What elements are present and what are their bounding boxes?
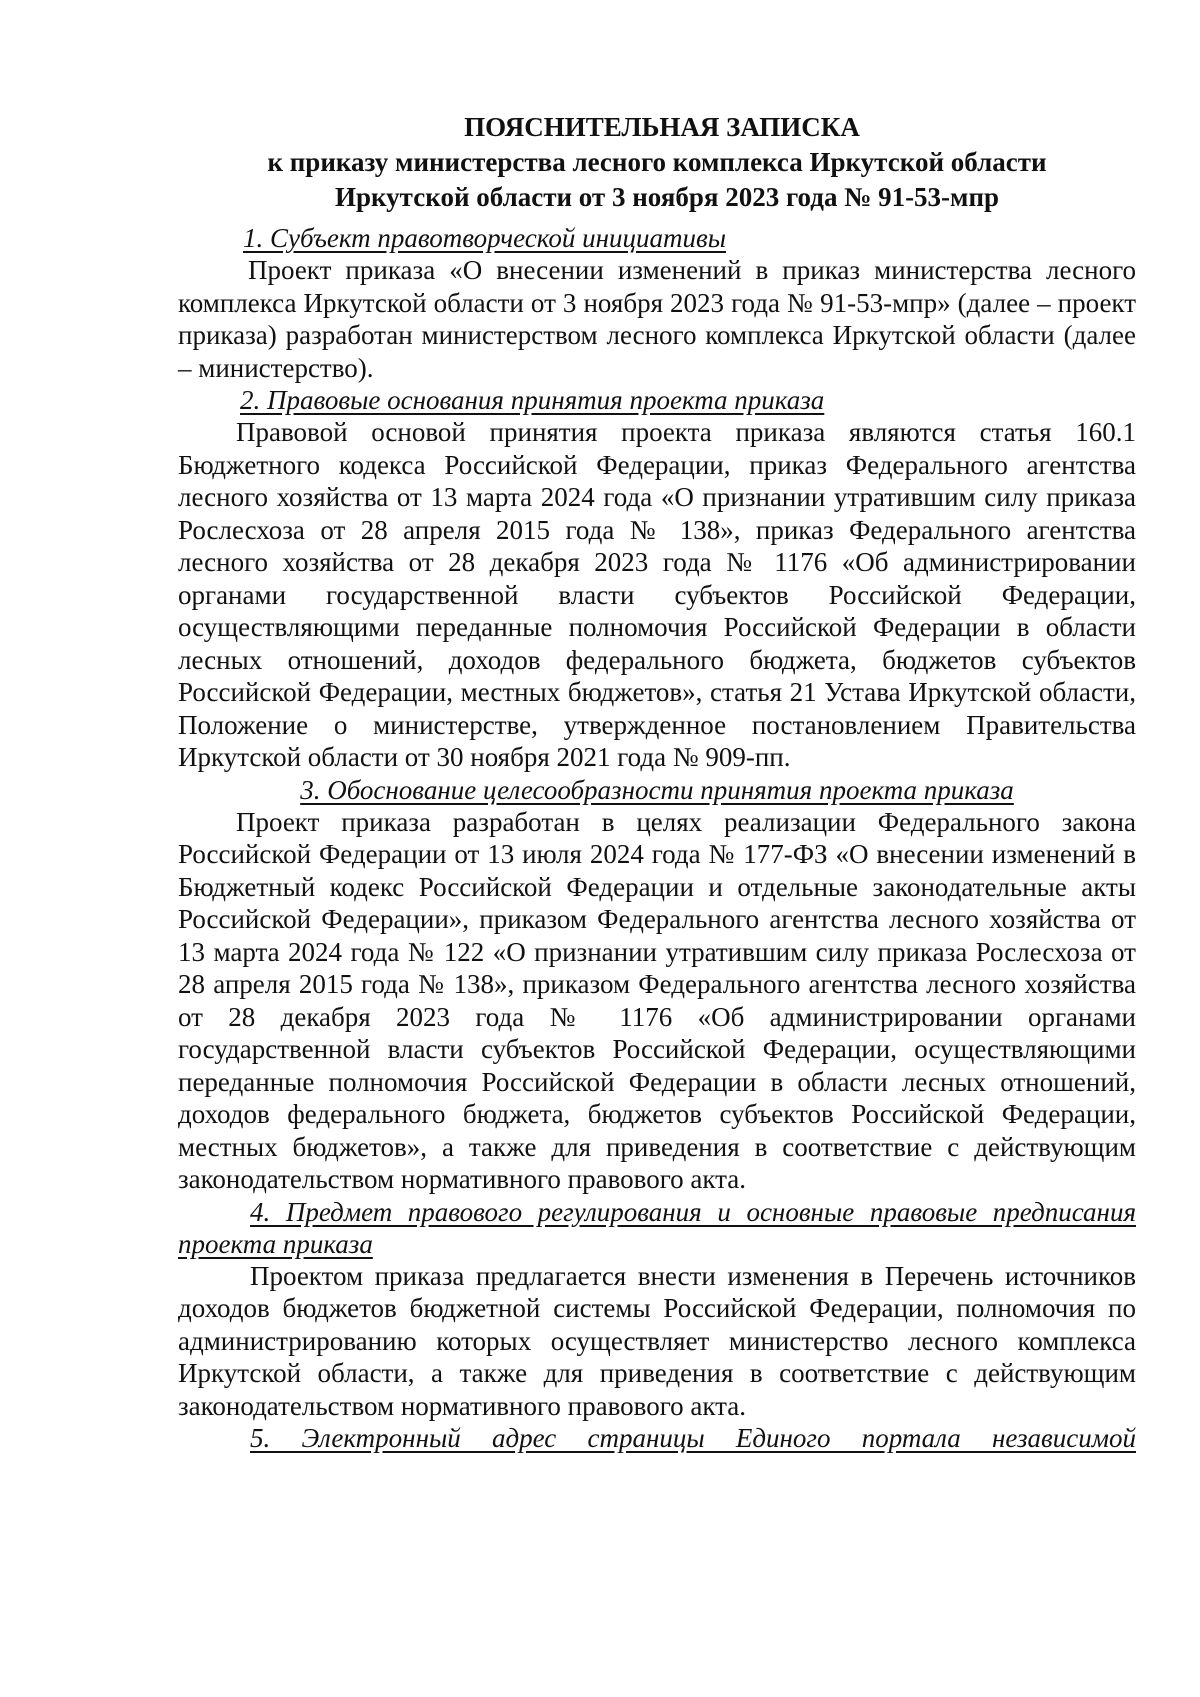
- section-1-heading: 1. Субъект правотворческой инициативы: [243, 223, 727, 253]
- document-title: ПОЯСНИТЕЛЬНАЯ ЗАПИСКА: [464, 112, 860, 142]
- section-2-heading: 2. Правовые основания принятия проекта приказа: [240, 385, 825, 415]
- document-body: [178, 110, 1136, 1454]
- document-order-reference: Иркутской области от 3 ноября 2023 года № 91-53-мпр: [334, 182, 1000, 212]
- section-2-text: Правовой основой принятия проекта приказа являются статья 160.1 Бюджетного кодекса Российской Федерации, приказ Федерального агентства лесного хозяйства от 13 марта 2024 года «О признании утратившим силу приказа Рослесхоза от 28 апреля 2015 года № 138», приказ Федерального агентства лесного хозяйства от 28 декабря 2023 года № 1176 «Об администрировании органами государственной власти субъектов Российской Федерации, осуществляющими переданные полномочия Российской Федерации в области лесных отношений, доходов федерального бюджета, бюджетов субъектов Российской Федерации, местных бюджетов», статья 21 Устава Иркутской области, Положение о министерстве, утвержденное постановлением Правительства Иркутской области от 30 ноября 2021 года № 909-пп.: [178, 417, 1136, 772]
- document-header: [178, 110, 1136, 215]
- section-5-heading: 5. Электронный адрес страницы Единого портала независимой: [250, 1423, 1136, 1453]
- section-3-text: Проект приказа разработан в целях реализации Федерального закона Российской Федерации от 13 июля 2024 года № 177-ФЗ «О внесении изменений в Бюджетный кодекс Российской Федерации и отдельные законодательные акты Российской Федерации», приказом Федерального агентства лесного хозяйства от 13 марта 2024 года № 122 «О признании утратившим силу приказа Рослесхоза от 28 апреля 2015 года № 138», приказом Федерального агентства лесного хозяйства от 28 декабря 2023 года № 1176 «Об администрировании органами государственной власти субъектов Российской Федерации, осуществляющими переданные полномочия Российской Федерации в области лесных отношений, доходов федерального бюджета, бюджетов субъектов Российской Федерации, местных бюджетов», а также для приведения в соответствие с действующим законодательством нормативного правового акта.: [178, 806, 1136, 1194]
- section-4-heading: 4. Предмет правового регулирования и основные правовые предписания проекта приказа: [178, 1196, 1136, 1259]
- section-3-heading: 3. Обоснование целесообразности принятия проекта приказа: [300, 774, 1014, 805]
- document-subtitle: к приказу министерства лесного комплекса Иркутской области: [267, 147, 1047, 177]
- section-4-text: Проектом приказа предлагается внести изменения в Перечень источников доходов бюджетов бюджетной системы Российской Федерации, полномочия по администрированию которых осуществляет министерство лесного комплекса Иркутской области, а также для приведения в соответствие с действующим законодательством нормативного правового акта.: [178, 1260, 1136, 1421]
- section-1-text: Проект приказа «О внесении изменений в приказ министерства лесного комплекса Иркутской области от 3 ноября 2023 года № 91-53-мпр» (далее – проект приказа) разработан министерством лесного комплекса Иркутской области (далее – министерство).: [178, 255, 1136, 383]
